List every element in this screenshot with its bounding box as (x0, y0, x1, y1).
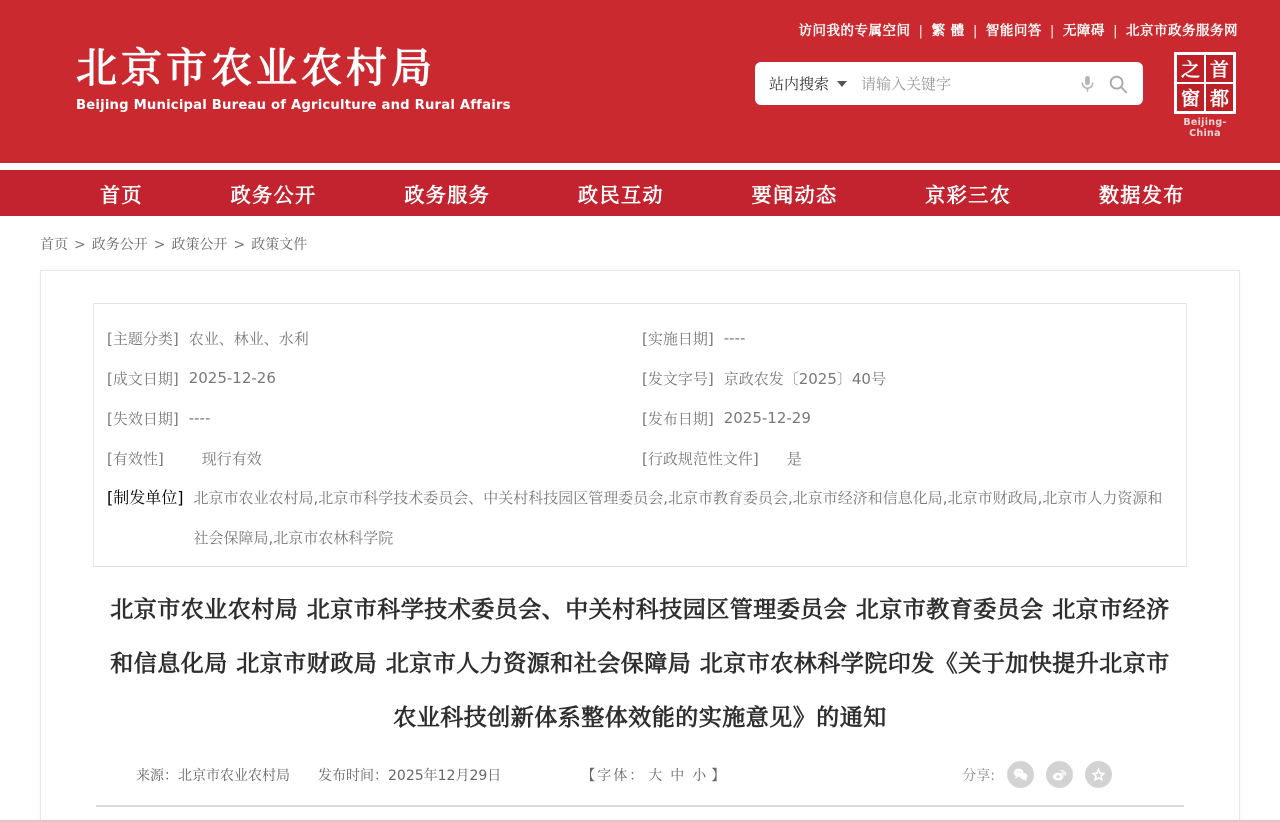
source-group (136, 765, 290, 785)
publish-time-group (318, 765, 501, 785)
wechat-share-icon[interactable] (1007, 761, 1034, 788)
breadcrumb-separator: > (74, 237, 86, 253)
font-size-widget (581, 765, 727, 785)
breadcrumb-separator: > (153, 237, 166, 253)
chevron-down-icon (837, 81, 847, 87)
main-nav (0, 170, 1280, 216)
share-bar (962, 761, 1112, 788)
content-divider (96, 805, 1184, 807)
font-size-medium-button[interactable]: 中 (670, 767, 687, 784)
seal-char: 窗 (1177, 84, 1204, 111)
weibo-share-icon[interactable] (1046, 761, 1073, 788)
seal-char: 首 (1206, 55, 1233, 82)
nav-item-home[interactable]: 首页 (100, 182, 143, 207)
site-brand (76, 44, 511, 113)
capital-window-seal (1174, 52, 1236, 114)
link-separator: | (1112, 23, 1118, 39)
link-accessibility[interactable]: 无障碍 (1062, 23, 1105, 39)
breadcrumb-current: 政策文件 (251, 237, 308, 253)
nav-item-gov-disclosure[interactable]: 政务公开 (230, 182, 317, 207)
meta-row-issuing-agencies (94, 478, 1186, 558)
site-search (755, 62, 1143, 105)
breadcrumb-gov-disclosure[interactable]: 政务公开 (91, 237, 148, 253)
share-label: 分享: (962, 767, 995, 784)
search-scope-dropdown[interactable] (769, 73, 847, 94)
meta-row (94, 438, 1186, 478)
meta-cell-topic-category (94, 328, 642, 349)
breadcrumb-policy-disclosure[interactable]: 政策公开 (171, 237, 228, 253)
nav-item-data-release[interactable]: 数据发布 (1098, 182, 1185, 207)
meta-label: [有效性] (107, 449, 164, 468)
meta-cell-issue-date (94, 368, 642, 389)
capital-window-logo[interactable] (1170, 52, 1240, 139)
meta-value: 农业、林业、水利 (188, 329, 309, 348)
nav-item-news[interactable]: 要闻动态 (751, 182, 838, 207)
publish-time-value: 2025年12月29日 (388, 767, 502, 784)
meta-cell-publish-date (642, 408, 1186, 429)
breadcrumb-home[interactable]: 首页 (40, 237, 68, 253)
link-separator: | (918, 23, 924, 39)
meta-cell-regulatory-document (642, 448, 1186, 469)
meta-cell-effective-date (642, 328, 1186, 349)
meta-row (94, 358, 1186, 398)
qzone-share-icon[interactable] (1085, 761, 1112, 788)
meta-cell-expiry-date (94, 408, 642, 429)
nav-item-jingcai-sannong[interactable]: 京彩三农 (925, 182, 1012, 207)
search-scope-label: 站内搜索 (769, 75, 830, 93)
document-card (40, 270, 1240, 822)
breadcrumb-separator: > (233, 237, 246, 253)
nav-item-public-interaction[interactable]: 政民互动 (577, 182, 664, 207)
site-subtitle: Beijing Municipal Bureau of Agriculture and Rural Affairs (76, 98, 511, 114)
meta-value: 是 (786, 449, 802, 468)
font-size-prefix: 【字体： (581, 767, 646, 784)
search-input[interactable] (861, 75, 1068, 93)
link-separator: | (972, 23, 978, 39)
link-my-space[interactable]: 访问我的专属空间 (798, 23, 911, 39)
seal-char: 之 (1177, 55, 1204, 82)
document-meta-bar (136, 761, 1184, 788)
meta-label: [失效日期] (107, 409, 179, 428)
meta-value: 2025-12-29 (723, 409, 811, 427)
utility-links (799, 19, 1238, 39)
meta-label: [制发单位] (107, 488, 184, 507)
link-traditional-chinese[interactable]: 繁 體 (931, 23, 965, 39)
document-title: 北京市农业农村局 北京市科学技术委员会、中关村科技园区管理委员会 北京市教育委员会 北京市经济和信息化局 北京市财政局 北京市人力资源和社会保障局 北京市农林科学院印发《关于加快提升北京市农业科技创新体系整体效能的实施意见》的通知 (110, 597, 1170, 731)
font-size-suffix: 】 (711, 767, 728, 784)
meta-value: 2025-12-26 (188, 369, 276, 387)
link-smart-qa[interactable]: 智能问答 (985, 23, 1042, 39)
font-size-large-button[interactable]: 大 (648, 767, 665, 784)
meta-cell-validity (94, 448, 642, 469)
meta-label: [发文字号] (642, 369, 714, 388)
search-icon[interactable] (1107, 73, 1129, 95)
meta-value: 北京市农业农村局,北京市科学技术委员会、中关村科技园区管理委员会,北京市教育委员会,北京市经济和信息化局,北京市财政局,北京市人力资源和社会保障局,北京市农林科学院 (193, 489, 1163, 547)
meta-cell-document-number (642, 368, 1186, 389)
breadcrumb (40, 234, 307, 254)
meta-label: [发布日期] (642, 409, 714, 428)
meta-label: [主题分类] (107, 329, 179, 348)
meta-row (94, 398, 1186, 438)
document-meta-table (93, 303, 1187, 567)
source-value: 北京市农业农村局 (178, 767, 290, 784)
meta-row (94, 318, 1186, 358)
link-beijing-gov-services[interactable]: 北京市政务服务网 (1126, 23, 1238, 39)
meta-label: [成文日期] (107, 369, 179, 388)
meta-value: ---- (723, 329, 746, 347)
meta-value: 京政农发〔2025〕40号 (723, 369, 886, 388)
meta-value: 现行有效 (201, 449, 262, 468)
nav-item-gov-services[interactable]: 政务服务 (404, 182, 491, 207)
site-header (0, 0, 1280, 163)
source-label: 来源： (136, 767, 178, 784)
font-size-small-button[interactable]: 小 (692, 767, 709, 784)
meta-value: ---- (188, 409, 211, 427)
meta-label: [实施日期] (642, 329, 714, 348)
seal-char: 都 (1206, 84, 1233, 111)
site-title: 北京市农业农村局 (76, 44, 436, 92)
link-separator: | (1049, 23, 1055, 39)
microphone-icon[interactable] (1078, 74, 1097, 93)
meta-label: [行政规范性文件] (642, 449, 759, 468)
seal-caption: Beijing-China (1183, 117, 1227, 139)
publish-time-label: 发布时间： (318, 767, 388, 784)
